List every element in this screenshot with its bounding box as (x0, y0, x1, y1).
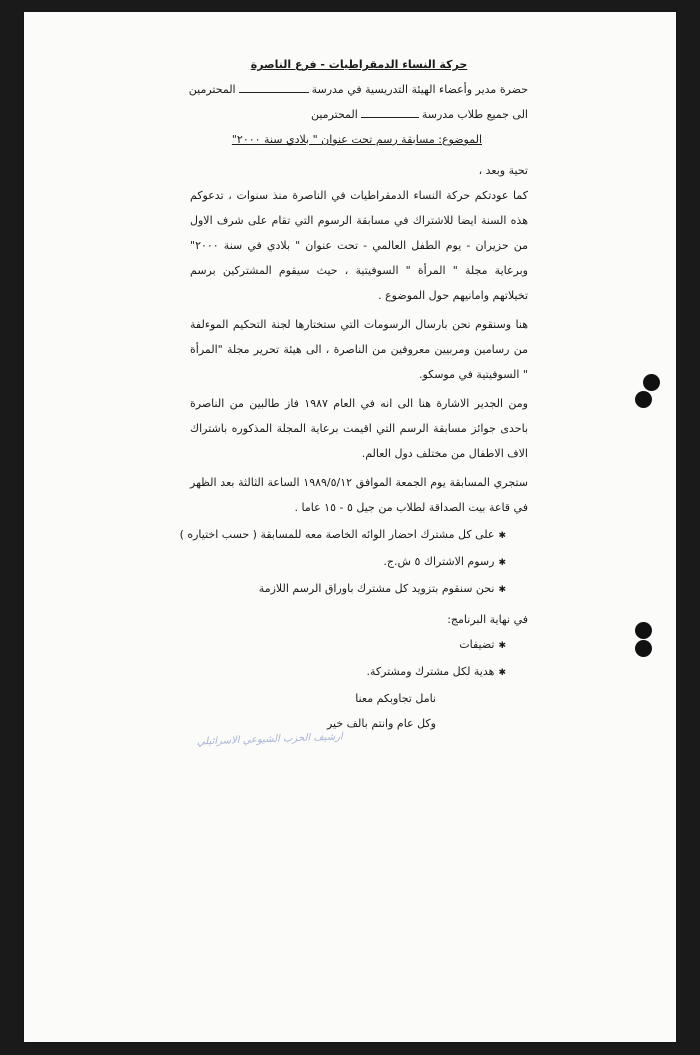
closing-line-2: وكل عام وانتم بالف خير (326, 717, 436, 730)
list-item: ✱ على كل مشترك احضار الوائه الخاصة معه للمسابقة ( حسب اختياره ) (190, 522, 506, 549)
address-line-1 (190, 77, 528, 102)
list-item: ✱ هدية لكل مشترك ومشتركة. (190, 659, 506, 686)
punch-hole (635, 622, 652, 639)
address-line-1-start: حضرة مدير وأعضاء الهيئة التدريسية في مدرسة (311, 83, 528, 96)
list-item: ✱ تضيفات (190, 632, 506, 659)
letter-body (179, 52, 528, 736)
paragraph: كما عودتكم حركة النساء الدمقراطيات في الناصرة منذ سنوات ، تدعوكم هذه السنة ايضا للاشتراك في مسابقة الرسوم التي تقام على شرف الاول من حزيران - يوم الطفل العالمي - تحت عنوان " بلادي في سنة ٢٠٠٠" وبرعاية مجلة " المرأة " السوفيتية ، حيث سيقوم المشتركين برسم تخيلاتهم وامانيهم حول الموضوع . (190, 189, 528, 302)
address-line-1-end: المحترمين (188, 83, 236, 96)
address-line-2 (190, 102, 528, 127)
blank-line (361, 107, 419, 118)
greeting: تحية وبعد ، (478, 164, 528, 177)
punch-hole (635, 391, 652, 408)
paragraph: هنا وسنقوم نحن بارسال الرسومات التي ستختارها لجنة التحكيم الموءلفة من رسامين ومربيين معروفين من الناصرة ، الى هيئة تحرير مجلة "المرأة " السوفيتية في موسكو. (190, 318, 528, 381)
paragraph: ومن الجدير الاشارة هنا الى انه في العام ١٩٨٧ فاز طالبين من الناصرة باحدى جوائز مسابقة الرسم التي اقيمت برعاية المجلة المذكوره باشتراك الاف الاطفال من مختلف دول العالم. (190, 397, 528, 460)
letter-title: حركة النساء الدمقراطيات - فرع الناصرة (250, 58, 468, 71)
blank-line (239, 82, 309, 93)
punch-hole (635, 640, 652, 657)
handwritten-note: ارشيف الحزب الشيوعي الاسرائيلي (196, 731, 343, 748)
address-line-2-start: الى جميع طلاب مدرسة (421, 108, 528, 121)
subject-line: الموضوع: مسابقة رسم تحت عنوان " بلادي سنة ٢٠٠٠" (231, 133, 482, 146)
program-heading: في نهاية البرنامج: (447, 613, 528, 626)
punch-hole (643, 374, 660, 391)
address-line-2-end: المحترمين (310, 108, 358, 121)
list-item: ✱ رسوم الاشتراك ٥ ش.ج. (190, 549, 506, 576)
paragraph: ستجري المسابقة يوم الجمعة الموافق ١٩٨٩/٥/١٢ الساعة الثالثة بعد الظهر في قاعة بيت الصداقة لطلاب من جيل ٥ - ١٥ عاما . (190, 476, 528, 514)
closing-line-1: نامل تجاوبكم معنا (355, 692, 436, 705)
list-item: ✱ نحن سنقوم بتزويد كل مشترك باوراق الرسم اللازمة (190, 576, 506, 603)
program-list (190, 632, 528, 686)
conditions-list (179, 522, 528, 603)
